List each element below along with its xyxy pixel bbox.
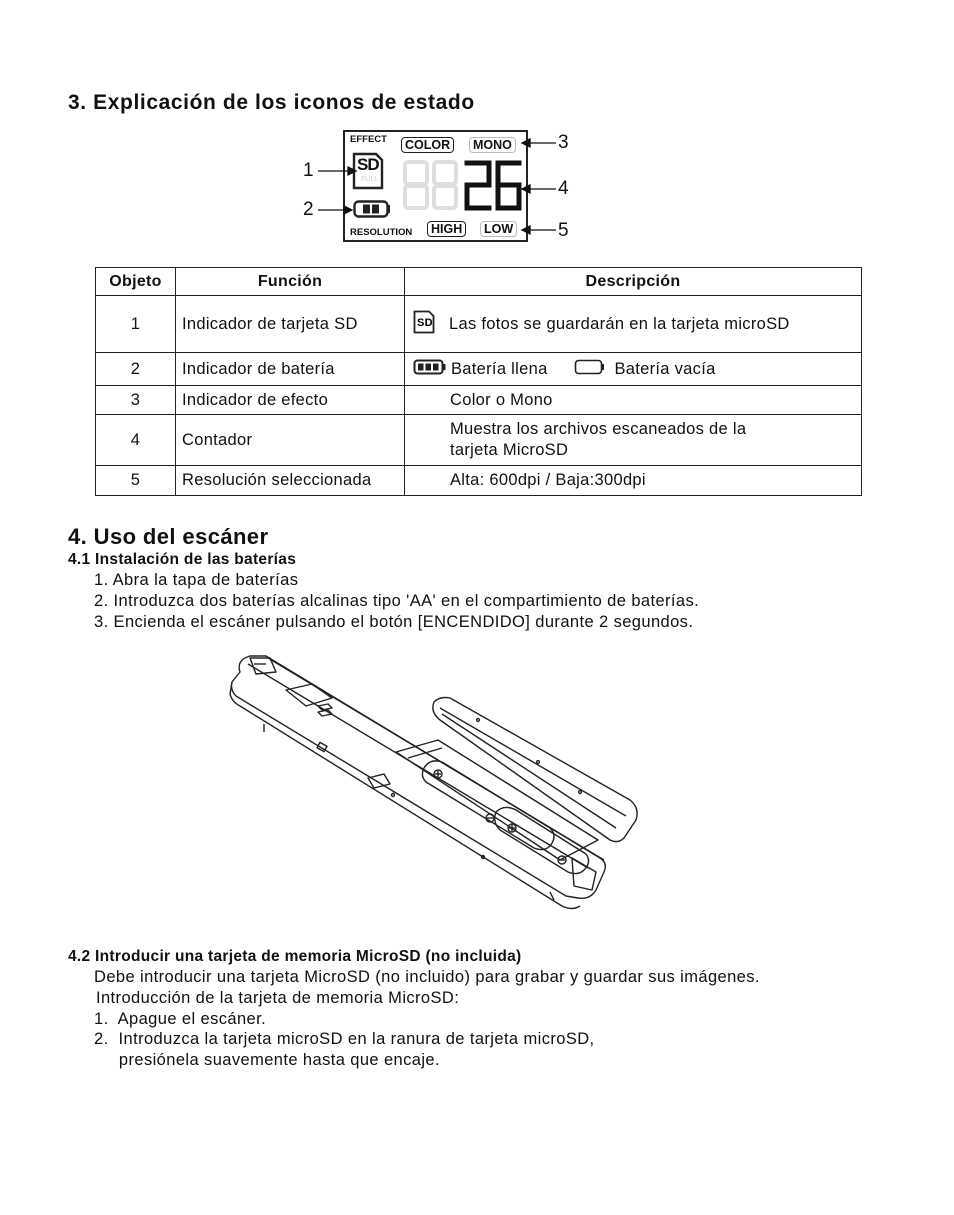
subsection-4-2-title: 4.2 Introducir una tarjeta de memoria MicroSD (no incluida) <box>68 948 522 965</box>
battery-step-2: 2. Introduzca dos baterías alcalinas tipo 'AA' en el compartimiento de baterías. <box>94 592 700 610</box>
battery-empty-text: Batería vacía <box>614 359 716 378</box>
svg-text:SD: SD <box>417 316 433 329</box>
row-function: Contador <box>176 415 405 466</box>
row-number: 2 <box>96 353 176 386</box>
lcd-sd-text: SD <box>357 155 379 174</box>
callout-2: 2 <box>303 199 314 220</box>
callout-3: 3 <box>558 132 569 153</box>
lcd-effect-label: EFFECT <box>350 134 387 145</box>
battery-step-3: 3. Encienda el escáner pulsando el botón [ENCENDIDO] durante 2 segundos. <box>94 613 694 631</box>
row-function: Indicador de batería <box>176 353 405 386</box>
table-row <box>96 296 862 353</box>
row-function: Indicador de tarjeta SD <box>176 296 405 353</box>
lcd-low-pill: LOW <box>480 221 517 237</box>
callout-1: 1 <box>303 160 314 181</box>
microsd-step-1: 1. Apague el escáner. <box>94 1010 267 1028</box>
row-description-text: Las fotos se guardarán en la tarjeta microSD <box>449 314 790 333</box>
table-row <box>96 466 862 496</box>
table-row <box>96 353 862 386</box>
callout-5: 5 <box>558 220 569 241</box>
row-description-line-2: tarjeta MicroSD <box>450 441 569 459</box>
section-3-title: 3. Explicación de los iconos de estado <box>68 91 475 114</box>
row-description: Alta: 600dpi / Baja:300dpi <box>405 466 862 496</box>
row-description <box>405 415 862 466</box>
row-number: 4 <box>96 415 176 466</box>
lcd-resolution-label: RESOLUTION <box>350 227 413 238</box>
status-icons-table <box>95 267 862 496</box>
lcd-color-pill: COLOR <box>401 137 454 153</box>
lcd-mono-pill: MONO <box>469 137 516 153</box>
row-number: 1 <box>96 296 176 353</box>
table-row <box>96 415 862 466</box>
header-objeto: Objeto <box>96 268 176 296</box>
battery-step-1: 1. Abra la tapa de baterías <box>94 571 299 589</box>
sd-card-icon <box>413 310 435 339</box>
subsection-4-1-title: 4.1 Instalación de las baterías <box>68 551 297 568</box>
battery-empty-icon <box>574 359 606 380</box>
row-description <box>405 353 862 386</box>
row-description <box>405 296 862 353</box>
lcd-callout-arrows <box>300 130 580 245</box>
row-function: Indicador de efecto <box>176 386 405 415</box>
row-function: Resolución seleccionada <box>176 466 405 496</box>
microsd-intro-2: Introducción de la tarjeta de memoria MicroSD: <box>96 989 460 1007</box>
row-description-line-1: Muestra los archivos escaneados de la <box>450 420 747 438</box>
table-row <box>96 386 862 415</box>
battery-full-icon <box>413 359 447 380</box>
microsd-step-2-cont: presiónela suavemente hasta que encaje. <box>94 1051 440 1069</box>
microsd-intro-1: Debe introducir una tarjeta MicroSD (no incluido) para grabar y guardar sus imágenes. <box>94 968 760 986</box>
callout-4: 4 <box>558 178 569 199</box>
lcd-high-pill: HIGH <box>427 221 466 237</box>
row-number: 3 <box>96 386 176 415</box>
lcd-full-text: FULL <box>361 176 379 183</box>
table-header-row <box>96 268 862 296</box>
microsd-step-2: 2. Introduzca la tarjeta microSD en la ranura de tarjeta microSD, <box>94 1030 595 1048</box>
section-4-title: 4. Uso del escáner <box>68 524 269 549</box>
row-description: Color o Mono <box>405 386 862 415</box>
battery-full-text: Batería llena <box>451 359 548 378</box>
row-number: 5 <box>96 466 176 496</box>
header-descripcion: Descripción <box>405 268 862 296</box>
header-funcion: Función <box>176 268 405 296</box>
scanner-illustration <box>228 650 640 912</box>
